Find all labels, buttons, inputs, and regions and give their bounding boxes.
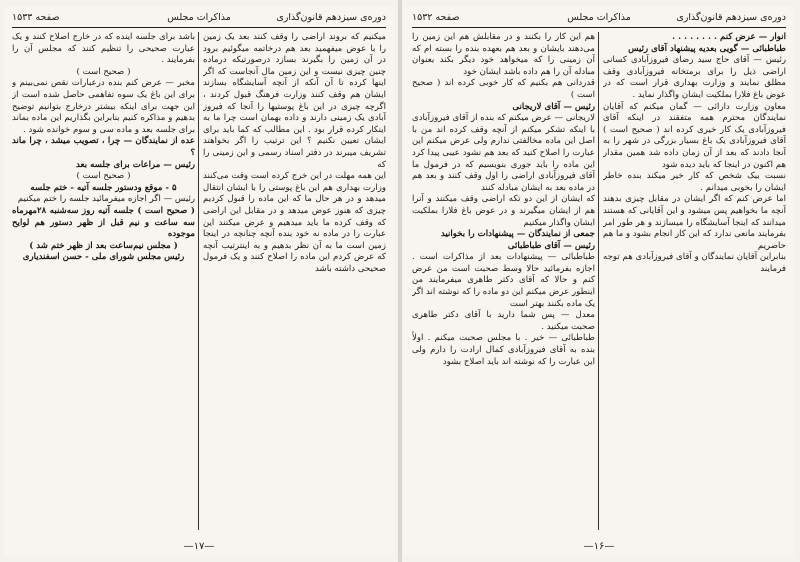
paragraph: میکنیم که بروند اراضی را وقف کنند بعد یک زمین را با عوض میفهمید بعد هم درخاتمه میگوئیم برود در آن زمین را بگیرند بسازد درصورتیکه درماده چنین چیزی نیست و این زمین مال آنجاست که اگر اینها کرده تا آن آنکه از آنچه آسایشگاه بسازند ایشان هم وقف کنند وزارت فرهنگ قبول کردند ، اگرچه چیزی در این باغ پوستیها را آنجا که فیروز آبادی یک زمینی دارند و داده بهمان است چرا ما به اینکار کرده قرار بود . این مطالب که کما باید برای ایشان تعیین نکنیم ؟ این ترتیب را اگر بخواهند تشریف میبرند در دفتر اسناد رسمی و این زمینی را که	[203, 32, 386, 170]
paragraph: باشد برای جلسه آینده که در خارج اصلاح کنند و یک عبارت صحیحی را تنظیم کنند که مجلس آن را بفرمایند .	[12, 32, 195, 66]
column-separator	[598, 32, 599, 530]
paragraph: رئیس — آقای طباطبائی	[507, 240, 595, 251]
left-header-page-label: صفحه ۱۵۳۳	[12, 12, 60, 23]
paragraph: طباطبائی — گویی بعدیه پیشنهاد آقای رئیس	[628, 43, 786, 54]
right-header-page-label: صفحه ۱۵۳۲	[412, 12, 460, 23]
section-heading: ۵ - موقع ودستور جلسه آتیه - ختم جلسه	[30, 182, 177, 193]
right-page	[404, 6, 794, 556]
left-page-right-column	[203, 32, 386, 530]
left-header-rule	[12, 27, 386, 28]
left-header-middle: مذاکرات مجلس	[167, 12, 231, 23]
paragraph: رئیس — مراعات برای جلسه بعد	[76, 159, 195, 170]
right-page-left-column	[412, 32, 595, 530]
paragraph: اما عرض کنم که اگر ایشان در مقابل چیزی بدهند آنچه ما بخواهیم پس میشود و این آقایانی که هستند میدانند که اینجا آسایشگاه را میسازند و هر طور امر بفرمایند مانعی ندارد که این کار انجام بشود و ما هم حاضریم	[603, 194, 786, 251]
right-header-rule	[412, 27, 786, 28]
left-page-number: —۱۷—	[183, 541, 215, 552]
paragraph: انوار — عرض کنم . . . . . . . .	[672, 32, 786, 42]
paragraph: ( صحیح است ) جلسه آتیه روز سه‌شنبه ۲۸مهرماه سه ساعت و نیم قبل از ظهر دستور هم لوایح موجوده	[12, 205, 195, 240]
paragraph: رئیس — اگر اجازه میفرمائید جلسه را ختم میکنیم	[17, 194, 195, 205]
paragraph: مخبر — عرض کنم بنده درعبارات نقص نمی‌بینم و برای این باغ یک سوه تفاهمی حاصل شده است از این جهت برای اینکه بیشتر درخارج بتوانیم توضیح بدهیم و مذاکره کنیم بنابراین بگذاریم این ماده بماند برای جلسه بعد و ماده سی و سوم خوانده شود .	[12, 78, 195, 135]
left-page	[4, 6, 394, 556]
paragraph: معاون وزارت دارائی — گمان میکنم که آقایان نمایندگان محترم همه متفقند در اینکه آقای فیروزآبادی یک کار خیری کرده اند ( صحیح است ) آقای فیروزآبادی یک باغ بسیار بزرگی در شهر را به آنجا دادند که بعد از آن زمان داده شد همین مقدار هم اکنون در اینجا که باید دیده شود	[603, 101, 786, 170]
paragraph: هم این کار را بکنند و در مقابلش هم این زمین را می‌دهند بایشان و بعد هم بعهده بنده را بسته ام که آن زمینی را که میخواهد خود دیگر بکند بعنوان مبادله آن را هم داده باشد ایشان خود	[412, 32, 595, 77]
paragraph: ( مجلس نیم‌ساعت بعد از ظهر ختم شد )	[29, 240, 178, 251]
paragraph: عده از نمایندگان — چرا ، تصویب میشد ، چرا ماند ؟	[12, 136, 195, 158]
column-separator	[198, 32, 199, 530]
book-gutter	[398, 0, 402, 562]
paragraph: نسبت بیک شخص که کار خیر میکند بنده خاطر ایشان را بخوبی میدانم .	[603, 171, 786, 193]
paragraph: رئیس — آقای حاج سید رضای فیروزآبادی کسانی اراضی ذیل را برای برمتخانه فیروزآبادی وقف مطلق نمایند و وزارت بهداری قرار است که در عوض باغ فلارا بملکیت ایشان واگذار نماید .	[603, 55, 786, 100]
paragraph: قدردانی هم بکنیم که کار خوبی کرده اند ( صحیح است )	[412, 78, 595, 100]
right-header-middle: مذاکرات مجلس	[567, 12, 631, 23]
paragraph: که ایشان از این دو تکه اراضی وقف میکنند و آنرا هم از ایشان میگیرند و در عوض باغ فلارا بملکیت ایشان واگذار میکنیم	[412, 194, 595, 228]
paragraph: معدل — پس شما دارید با آقای دکتر طاهری صحبت میکنید .	[412, 310, 595, 332]
right-page-right-column	[603, 32, 786, 530]
left-header-title: دوره‌ی سیزدهم قانون‌گذاری	[276, 12, 386, 23]
paragraph: بنابراین آقایان نمایندگان و آقای فیروزآبادی هم توجه فرمایند	[603, 252, 786, 274]
paragraph: لاریجانی — عرض میکنم که بنده از آقای فیروزآبادی با اینکه تشکر میکنم از آنچه وقف کرده اند من با اصل این ماده مخالفتی ندارم ولی عرض میکنم این عبارت را اصلاح کنید که بعد هم نشود عیبی پیدا کرد این ماده را باید جوری بنویسیم که در فرمول ما آقای فیروزآبادی اراضی را اول وقف کنند و بعد هم در ماده بعد به ایشان مبادله کنند	[412, 113, 595, 193]
paragraph: طباطبائی — پیشنهادات بعد از مذاکرات است . اجازه بفرمائید حالا وسط صحبت است من عرض کنم و حالا که آقای دکتر طاهری میفرمایند من اینطور عرض میکنم این دو ماده را که نوشته اند اگر یک ماده بکنند بهتر است	[412, 252, 595, 309]
left-page-header	[12, 10, 386, 26]
paragraph: ( صحیح است )	[76, 171, 131, 182]
right-page-number: —۱۶—	[583, 541, 615, 552]
signature-line: رئیس مجلس شورای ملی - حسن اسفندیاری	[22, 252, 185, 263]
right-page-header	[412, 10, 786, 26]
paragraph: طباطبائی — خیر . با مجلس صحبت میکنم . اولاً بنده به آقای فیروزآبادی کمال ارادت را دارم ولی این عبارت را که نوشته اند باید اصلاح بشود	[412, 333, 595, 367]
paragraph: این همه مهلت در این خرج کرده است وقت می‌کنند وزارت بهداری هم این باغ پوستی را با ایشان انتقال میدهد و در هر حال ما که این ماده را قبول کردیم چیزی که هنوز عوض میدهد و در مقابل این اراضی که وقف کرده ما باید میدهیم و عرض میکنند این عبارت را در ماده نه خود بنده آنچه چنانچه در اینجا زمین است ما به آن نظر بدهیم و به اینترتیب آنچه که عرض کردم این ماده را اصلاح کنند و یک فرمول صحیحی داشته باشد	[203, 171, 386, 274]
right-header-title: دوره‌ی سیزدهم قانون‌گذاری	[676, 12, 786, 23]
paragraph: جمعی از نمایندگان — پیشنهادات را بخوانید	[440, 229, 595, 240]
paragraph: رئیس — آقای لاریجانی	[512, 101, 595, 112]
paragraph: ( صحیح است )	[76, 66, 131, 77]
left-page-left-column	[12, 32, 195, 530]
